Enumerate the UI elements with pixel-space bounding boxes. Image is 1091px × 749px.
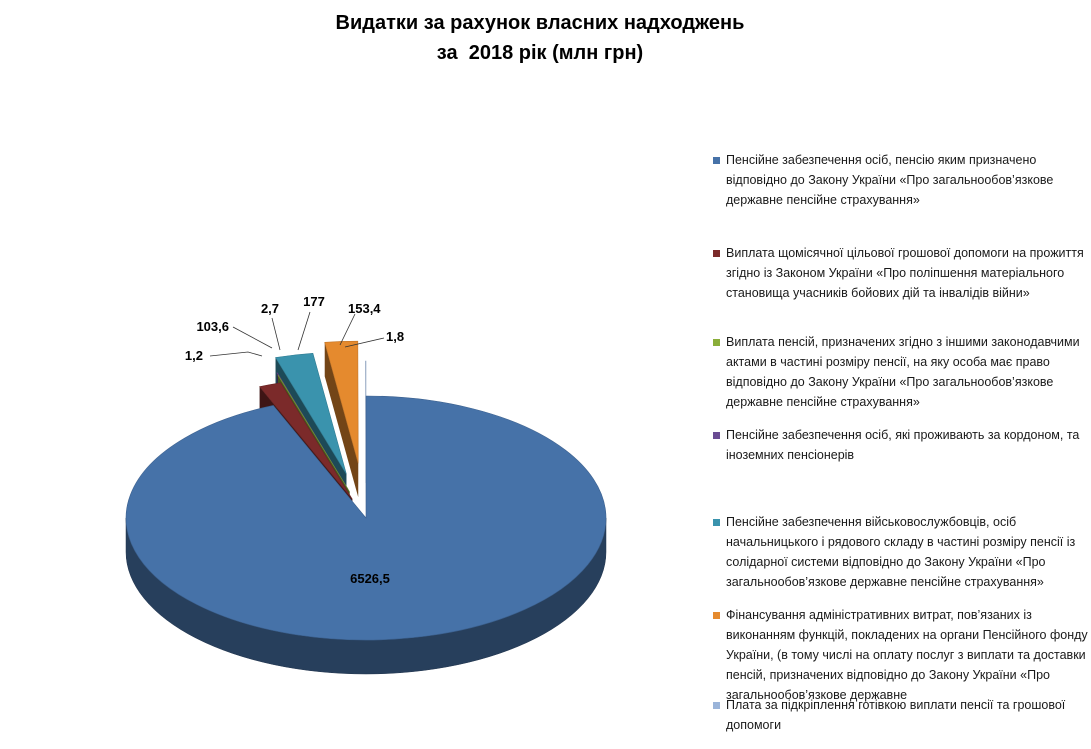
legend-label-6: Фінансування адміністративних витрат, пов’язаних із виконанням функцій, покладених на органи Пенсійного фонду України, (в тому числі на оплату послуг з виплати та доставки пенсій, призначених відповідно до Закону України «Про загальнообов’язкове державне — [726, 608, 1088, 702]
data-label-2: 103,6 — [196, 319, 229, 334]
data-label-4: 2,7 — [260, 301, 280, 316]
leader-line-6 — [340, 314, 355, 345]
legend-swatch-6 — [713, 612, 720, 619]
legend-item-2 — [713, 243, 1088, 303]
legend-swatch-4 — [713, 432, 720, 439]
legend-swatch-7 — [713, 702, 720, 709]
legend-item-5 — [713, 512, 1088, 592]
legend-label-7: Плата за підкріплення готівкою виплати пенсії та грошової допомоги — [726, 698, 1066, 732]
legend-item-4 — [713, 425, 1088, 465]
leader-line-4 — [272, 318, 280, 350]
legend-item-3 — [713, 332, 1088, 412]
leader-line-3 — [210, 352, 262, 356]
data-label-1: 6526,5 — [350, 571, 390, 586]
legend-item-1 — [713, 150, 1088, 210]
leader-line-5 — [298, 312, 310, 350]
leader-line-2 — [233, 327, 272, 348]
legend-label-3: Виплата пенсій, призначених згідно з іншими законодавчими актами в частині розміру пенсії, на яку особа має право відповідно до Закону України «Про загальнообов’язкове державне пенсійне страхування» — [726, 335, 1080, 409]
legend-label-1: Пенсійне забезпечення осіб, пенсію яким призначено відповідно до Закону України «Про загальнообов’язкове державне пенсійне страхування» — [726, 153, 1054, 207]
legend-swatch-5 — [713, 519, 720, 526]
legend-label-5: Пенсійне забезпечення військовослужбовців, осіб начальницького і рядового складу в частині розміру пенсії із солідарної системи відповідно до Закону України «Про загальнообов’язкове державне пенсійне страхування» — [726, 515, 1076, 589]
pie-slice-1 — [126, 396, 606, 674]
data-label-7: 1,8 — [386, 329, 405, 344]
chart-title-line-2: за 2018 рік (млн грн) — [436, 42, 644, 64]
legend-item-7 — [713, 695, 1088, 735]
legend-swatch-3 — [713, 339, 720, 346]
legend-label-4: Пенсійне забезпечення осіб, які проживають за кордоном, та іноземних пенсіонерів — [726, 428, 1080, 462]
data-label-6: 153,4 — [348, 301, 381, 316]
data-label-3: 1,2 — [184, 348, 203, 363]
legend-label-2: Виплата щомісячної цільової грошової допомоги на прожиття згідно із Законом України «Про поліпшення матеріального становища учасників бойових дій та інвалідів війни» — [726, 246, 1084, 300]
legend-item-6 — [713, 605, 1088, 705]
legend-swatch-1 — [713, 157, 720, 164]
legend-swatch-2 — [713, 250, 720, 257]
data-label-5: 177 — [303, 294, 325, 309]
chart-title-line-1: Видатки за рахунок власних надходжень — [335, 12, 745, 34]
